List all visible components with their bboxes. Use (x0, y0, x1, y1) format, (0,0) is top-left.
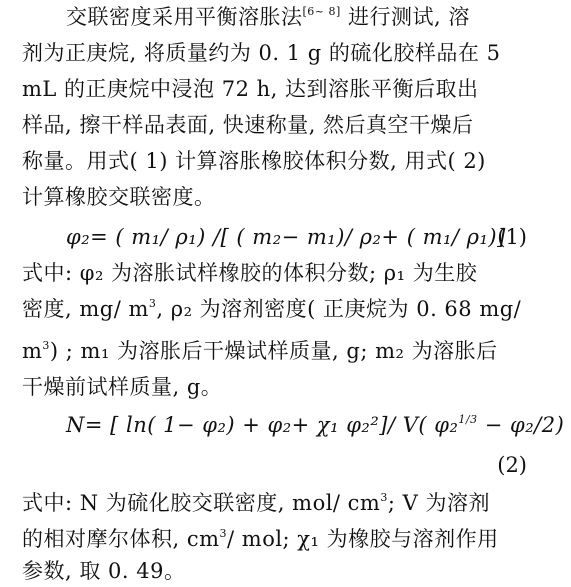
citation-superscript: [6~ 8] (302, 5, 341, 18)
text-line (22, 336, 498, 366)
text-line (22, 372, 222, 402)
equation-number-text: (1) (497, 225, 527, 249)
line-text: , ρ₂ 为溶剂密度( 正庚烷为 0. 68 mg/ (156, 297, 522, 321)
equation-2 (66, 410, 564, 440)
text-line (22, 110, 474, 140)
line-text: 计算橡胶交联密度。 (22, 185, 216, 209)
text-line (22, 488, 490, 518)
text-line (22, 182, 216, 212)
line-text: 进行测试, 溶 (340, 5, 470, 29)
superscript: 3 (148, 297, 157, 310)
line-text: m (22, 339, 43, 363)
text-line (22, 146, 486, 176)
line-text: 称量。用式( 1) 计算溶胀橡胶体积分数, 用式( 2) (22, 149, 486, 173)
equation-text: N= [ ln( 1− φ₂) + φ₂+ χ₁ φ₂²]/ V( φ₂ (66, 413, 459, 437)
equation-number (497, 222, 527, 252)
text-line (22, 74, 478, 104)
text-line (22, 38, 500, 68)
line-text: 参数, 取 0. 49。 (22, 559, 186, 583)
text-line (22, 556, 185, 586)
text-line (22, 524, 499, 554)
line-text: mL 的正庚烷中浸泡 72 h, 达到溶胀平衡后取出 (22, 77, 479, 101)
superscript: 3 (42, 339, 50, 352)
superscript: 3 (219, 527, 228, 540)
superscript: 3 (380, 491, 388, 504)
equation-number-text: (2) (497, 453, 527, 477)
line-text: 干燥前试样质量, g。 (22, 375, 223, 399)
line-text: ; V 为溶剂 (387, 491, 490, 515)
line-text: 的相对摩尔体积, cm (22, 527, 220, 551)
equation-text: − φ₂/2) (477, 413, 565, 437)
text-line (22, 258, 477, 288)
line-text: ) ; m₁ 为溶胀后干燥试样质量, g; m₂ 为溶胀后 (49, 339, 498, 363)
line-text: 交联密度采用平衡溶胀法 (66, 5, 303, 29)
text-line (22, 294, 521, 324)
text-line (66, 2, 470, 32)
line-text: / mol; χ₁ 为橡胶与溶剂作用 (227, 527, 499, 551)
line-text: 样品, 擦干样品表面, 快速称量, 然后真空干燥后 (22, 113, 474, 137)
line-text: 式中: φ₂ 为溶胀试样橡胶的体积分数; ρ₁ 为生胶 (22, 261, 478, 285)
superscript: 1/3 (458, 413, 478, 426)
line-text: 密度, mg/ m (22, 297, 149, 321)
line-text: 剂为正庚烷, 将质量约为 0. 1 g 的硫化胶样品在 5 (22, 41, 501, 65)
line-text: 式中: N 为硫化胶交联密度, mol/ cm (22, 491, 381, 515)
equation-text: φ₂= ( m₁/ ρ₁) /[ ( m₂− m₁)/ ρ₂+ ( m₁/ ρ₁)] (66, 225, 506, 249)
equation-number (497, 450, 527, 480)
equation-1 (66, 222, 506, 252)
